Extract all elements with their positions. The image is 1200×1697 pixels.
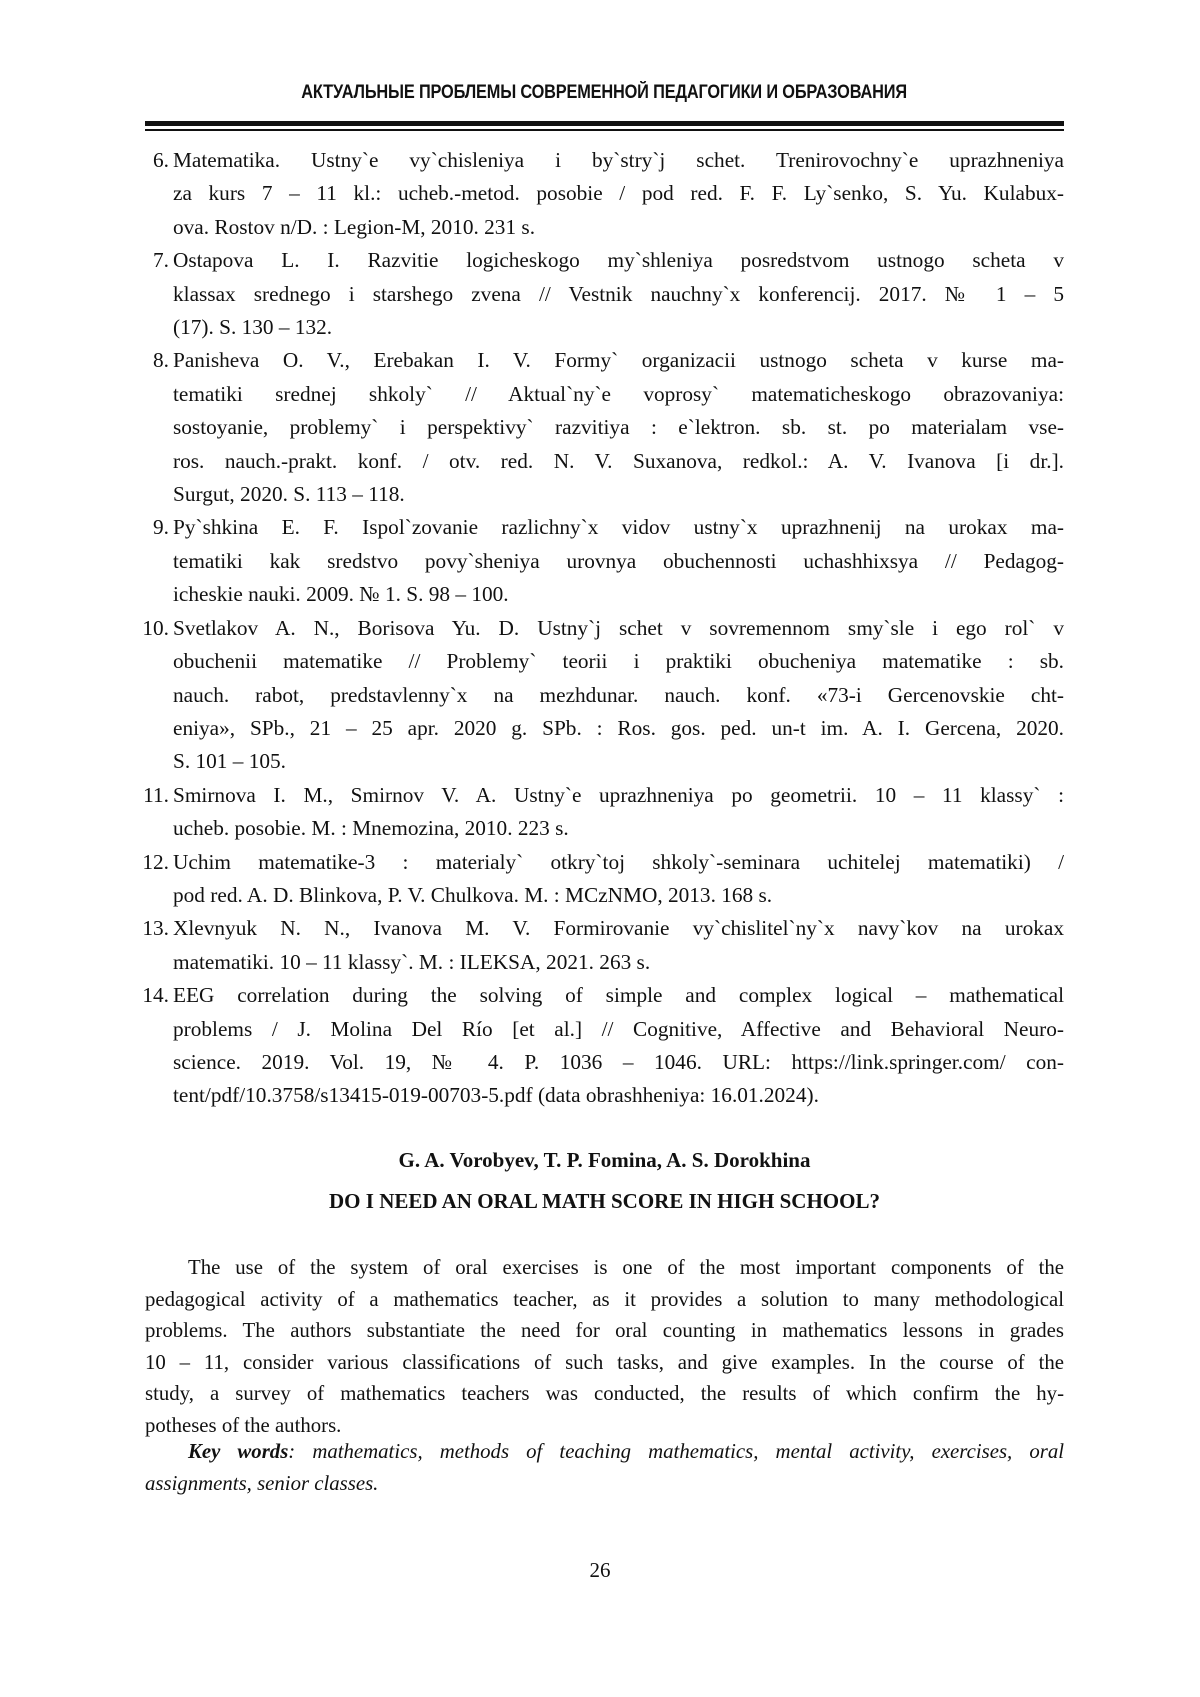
keywords-line: assignments, senior classes. [145,1468,1064,1500]
reference-line: klassax srednego i starshego zvena // Vestnik nauchny`x konferencij. 2017. № 1 – 5 [173,278,1064,311]
reference-number: 12. [133,846,169,879]
reference-line: nauch. rabot, predstavlenny`x na mezhdunar. nauch. konf. «73-i Gercenovskie cht- [173,679,1064,712]
keywords [145,1436,1064,1499]
reference-line: ucheb. posobie. M. : Mnemozina, 2010. 223 s. [173,812,1064,845]
abstract-line: potheses of the authors. [145,1410,1064,1442]
reference-line: tematiki srednej shkoly` // Aktual`ny`e voprosy` matematicheskogo obrazovaniya: [173,378,1064,411]
reference-line: Xlevnyuk N. N., Ivanova M. V. Formirovanie vy`chislitel`ny`x navy`kov na urokax [173,912,1064,945]
reference-line: ros. nauch.-prakt. konf. / otv. red. N. V. Suxanova, redkol.: A. V. Ivanova [i dr.]. [173,445,1064,478]
reference-line: (17). S. 130 – 132. [173,311,1064,344]
reference-line: S. 101 – 105. [173,745,1064,778]
reference-line: Svetlakov A. N., Borisova Yu. D. Ustny`j schet v sovremennom smy`sle i ego rol` v [173,612,1064,645]
header-rule-thick [145,121,1064,126]
reference-line: icheskie nauki. 2009. № 1. S. 98 – 100. [173,578,1064,611]
reference-number: 14. [133,979,169,1012]
reference-line: matematiki. 10 – 11 klassy`. M. : ILEKSA, 2021. 263 s. [173,946,1064,979]
reference-item [145,244,1064,344]
reference-line: Smirnova I. M., Smirnov V. A. Ustny`e uprazhneniya po geometrii. 10 – 11 klassy` : [173,779,1064,812]
reference-line: Matematika. Ustny`e vy`chisleniya i by`stry`j schet. Trenirovochny`e uprazhneniya [173,144,1064,177]
reference-line: eniya», SPb., 21 – 25 apr. 2020 g. SPb. : Ros. gos. ped. un-t im. A. I. Gercena, 2020. [173,712,1064,745]
reference-item [145,779,1064,846]
reference-line: Ostapova L. I. Razvitie logicheskogo my`shleniya posredstvom ustnogo scheta v [173,244,1064,277]
reference-number: 7. [145,244,169,277]
article-authors: G. A. Vorobyev, T. P. Fomina, A. S. Dorokhina [145,1148,1064,1173]
reference-item [145,511,1064,611]
reference-item [145,144,1064,244]
abstract-line: problems. The authors substantiate the need for oral counting in mathematics lessons in grades [145,1315,1064,1347]
reference-number: 10. [133,612,169,645]
abstract-line: 10 – 11, consider various classifications of such tasks, and give examples. In the course of the [145,1347,1064,1379]
keywords-label: Key words [188,1440,288,1463]
reference-item [145,912,1064,979]
running-header: АКТУАЛЬНЫЕ ПРОБЛЕМЫ СОВРЕМЕННОЙ ПЕДАГОГИКИ И ОБРАЗОВАНИЯ [145,82,1064,104]
reference-line: Py`shkina E. F. Ispol`zovanie razlichny`x vidov ustny`x uprazhnenij na urokax ma- [173,511,1064,544]
reference-item [145,979,1064,1113]
reference-number: 9. [145,511,169,544]
reference-line: Surgut, 2020. S. 113 – 118. [173,478,1064,511]
reference-number: 6. [145,144,169,177]
page-number: 26 [0,1558,1200,1583]
reference-item [145,344,1064,511]
reference-line: tematiki kak sredstvo povy`sheniya urovnya obuchennosti uchashhixsya // Pedagog- [173,545,1064,578]
reference-number: 13. [133,912,169,945]
abstract-line: The use of the system of oral exercises is one of the most important components of the [145,1252,1064,1284]
reference-line: Uchim matematike-3 : materialy` otkry`toj shkoly`-seminara uchitelej matematiki) / [173,846,1064,879]
reference-line: za kurs 7 – 11 kl.: ucheb.-metod. posobie / pod red. F. F. Ly`senko, S. Yu. Kulabux- [173,177,1064,210]
reference-line: pod red. A. D. Blinkova, P. V. Chulkova. M. : MCzNMO, 2013. 168 s. [173,879,1064,912]
reference-line: tent/pdf/10.3758/s13415-019-00703-5.pdf (data obrashheniya: 16.01.2024). [173,1079,1064,1112]
reference-line: ova. Rostov n/D. : Legion-M, 2010. 231 s. [173,211,1064,244]
article-title: DO I NEED AN ORAL MATH SCORE IN HIGH SCHOOL? [145,1189,1064,1214]
abstract-line: pedagogical activity of a mathematics teacher, as it provides a solution to many methodological [145,1284,1064,1316]
reference-list [145,144,1064,1113]
reference-line: science. 2019. Vol. 19, № 4. P. 1036 – 1046. URL: https://link.springer.com/ con- [173,1046,1064,1079]
abstract [145,1252,1064,1442]
reference-line: problems / J. Molina Del Río [et al.] // Cognitive, Affective and Behavioral Neuro- [173,1013,1064,1046]
keywords-line: Key words: mathematics, methods of teaching mathematics, mental activity, exercises, oral [145,1436,1064,1468]
reference-item [145,846,1064,913]
header-rule-thin [145,129,1064,131]
reference-item [145,612,1064,779]
reference-line: EEG correlation during the solving of simple and complex logical – mathematical [173,979,1064,1012]
reference-line: sostoyanie, problemy` i perspektivy` razvitiya : e`lektron. sb. st. po materialam vse- [173,411,1064,444]
reference-line: obuchenii matematike // Problemy` teorii i praktiki obucheniya matematike : sb. [173,645,1064,678]
reference-line: Panisheva O. V., Erebakan I. V. Formy` organizacii ustnogo scheta v kurse ma- [173,344,1064,377]
reference-number: 11. [133,779,169,812]
abstract-line: study, a survey of mathematics teachers was conducted, the results of which confirm the hy- [145,1378,1064,1410]
reference-number: 8. [145,344,169,377]
